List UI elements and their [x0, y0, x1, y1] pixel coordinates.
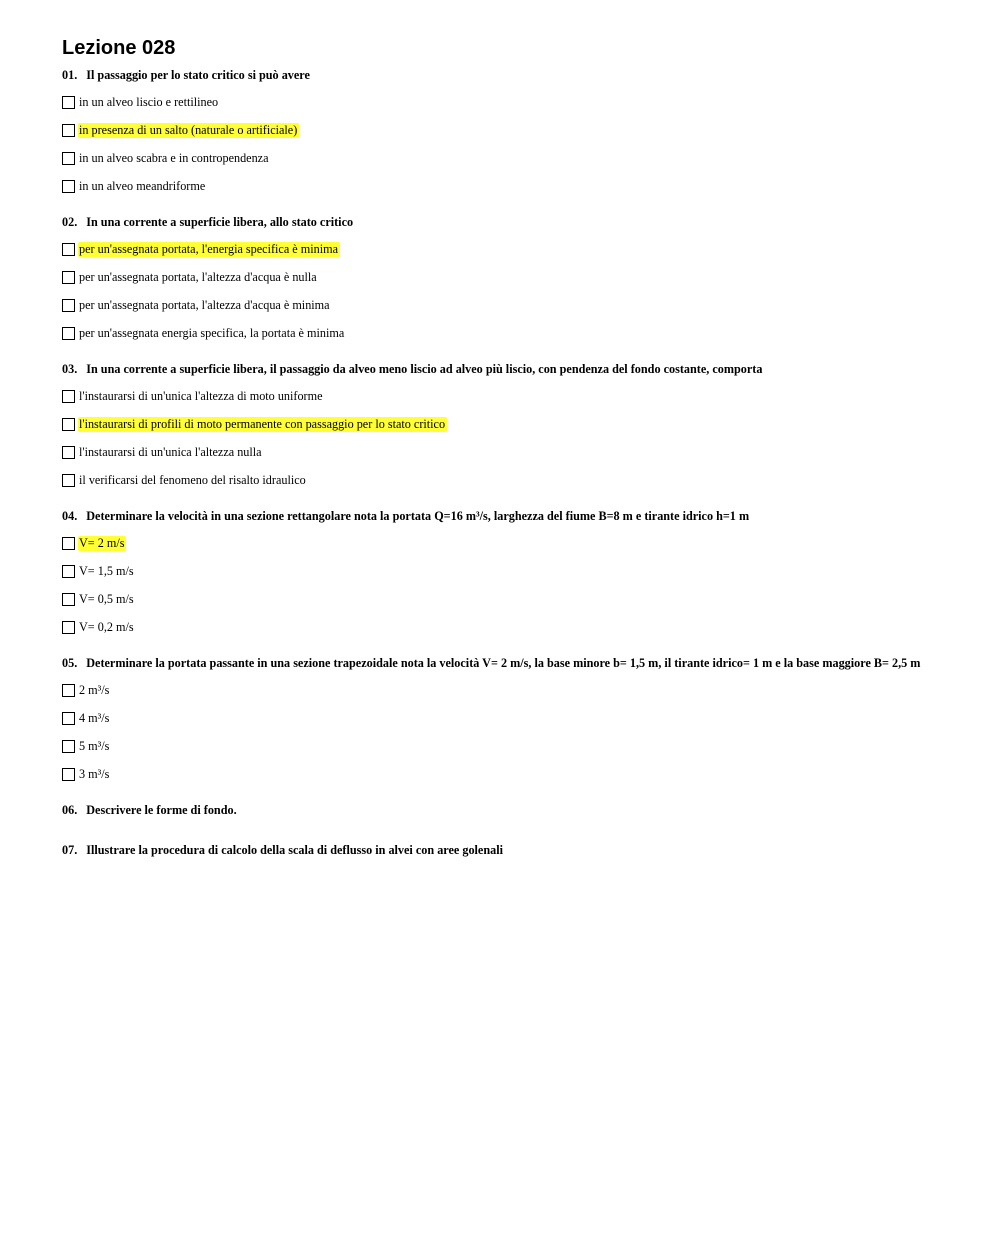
answer-option[interactable]	[62, 177, 937, 195]
question-number: 04.	[62, 509, 78, 523]
question-prompt: In una corrente a superficie libera, il passaggio da alveo meno liscio ad alveo più liscio, con pendenza del fondo costante, comporta	[86, 362, 763, 376]
answer-option[interactable]	[62, 471, 937, 489]
question-prompt: In una corrente a superficie libera, allo stato critico	[86, 215, 354, 229]
answer-text: V= 1,5 m/s	[79, 563, 134, 578]
page-title: Lezione 028	[62, 37, 176, 59]
question-3	[62, 362, 937, 489]
answer-options	[62, 534, 937, 636]
answer-checkbox[interactable]	[62, 446, 75, 459]
answer-options	[62, 93, 937, 195]
answer-checkbox[interactable]	[62, 96, 75, 109]
document-page	[62, 36, 937, 883]
question-7	[62, 843, 937, 858]
question-prompt: Il passaggio per lo stato critico si può avere	[86, 68, 310, 82]
answer-option[interactable]	[62, 681, 937, 699]
answer-text: in un alveo meandriforme	[79, 178, 206, 193]
answer-checkbox[interactable]	[62, 565, 75, 578]
question-list	[62, 68, 937, 858]
question-number: 05.	[62, 656, 78, 670]
answer-text: 3 m³/s	[79, 766, 110, 781]
answer-checkbox[interactable]	[62, 621, 75, 634]
answer-option[interactable]	[62, 268, 937, 286]
answer-checkbox[interactable]	[62, 537, 75, 550]
answer-checkbox[interactable]	[62, 740, 75, 753]
question-1	[62, 68, 937, 195]
question-number: 01.	[62, 68, 78, 82]
answer-option[interactable]	[62, 618, 937, 636]
answer-text-highlighted: V= 2 m/s	[79, 535, 125, 550]
answer-checkbox[interactable]	[62, 684, 75, 697]
answer-text-highlighted: l'instaurarsi di profili di moto permanente con passaggio per lo stato critico	[79, 416, 446, 431]
question-text	[62, 509, 937, 524]
answer-text: per un'assegnata portata, l'altezza d'acqua è nulla	[79, 269, 317, 284]
answer-checkbox[interactable]	[62, 712, 75, 725]
answer-text-highlighted: per un'assegnata portata, l'energia specifica è minima	[79, 241, 338, 256]
answer-option[interactable]	[62, 387, 937, 405]
answer-checkbox[interactable]	[62, 152, 75, 165]
question-text	[62, 803, 937, 818]
answer-option[interactable]	[62, 415, 937, 433]
answer-option[interactable]	[62, 534, 937, 552]
question-5	[62, 656, 937, 783]
question-prompt: Descrivere le forme di fondo.	[86, 803, 237, 817]
answer-checkbox[interactable]	[62, 180, 75, 193]
answer-checkbox[interactable]	[62, 327, 75, 340]
answer-options	[62, 240, 937, 342]
answer-text: l'instaurarsi di un'unica l'altezza di moto uniforme	[79, 388, 323, 403]
answer-text: 5 m³/s	[79, 738, 110, 753]
question-text	[62, 362, 937, 377]
question-6	[62, 803, 937, 818]
answer-text: V= 0,5 m/s	[79, 591, 134, 606]
answer-option[interactable]	[62, 562, 937, 580]
question-number: 07.	[62, 843, 78, 857]
answer-text: V= 0,2 m/s	[79, 619, 134, 634]
answer-checkbox[interactable]	[62, 768, 75, 781]
question-prompt: Illustrare la procedura di calcolo della scala di deflusso in alvei con aree golenali	[86, 843, 503, 857]
answer-text: in un alveo scabra e in contropendenza	[79, 150, 269, 165]
answer-options	[62, 681, 937, 783]
answer-option[interactable]	[62, 590, 937, 608]
answer-option[interactable]	[62, 240, 937, 258]
answer-option[interactable]	[62, 121, 937, 139]
answer-text: il verificarsi del fenomeno del risalto idraulico	[79, 472, 306, 487]
question-text	[62, 843, 937, 858]
answer-option[interactable]	[62, 93, 937, 111]
answer-text: l'instaurarsi di un'unica l'altezza nulla	[79, 444, 262, 459]
question-text	[62, 215, 937, 230]
answer-option[interactable]	[62, 324, 937, 342]
question-number: 06.	[62, 803, 78, 817]
answer-checkbox[interactable]	[62, 271, 75, 284]
question-number: 03.	[62, 362, 78, 376]
answer-text-highlighted: in presenza di un salto (naturale o artificiale)	[79, 122, 298, 137]
answer-checkbox[interactable]	[62, 418, 75, 431]
question-text	[62, 68, 937, 83]
question-4	[62, 509, 937, 636]
answer-text: per un'assegnata energia specifica, la portata è minima	[79, 325, 345, 340]
answer-option[interactable]	[62, 737, 937, 755]
answer-checkbox[interactable]	[62, 124, 75, 137]
answer-option[interactable]	[62, 709, 937, 727]
answer-text: 2 m³/s	[79, 682, 110, 697]
question-text	[62, 656, 937, 671]
answer-text: per un'assegnata portata, l'altezza d'acqua è minima	[79, 297, 330, 312]
answer-text: 4 m³/s	[79, 710, 110, 725]
answer-options	[62, 387, 937, 489]
question-prompt: Determinare la portata passante in una sezione trapezoidale nota la velocità V= 2 m/s, la base minore b= 1,5 m, il tirante idrico= 1 m e la base maggiore B= 2,5 m	[86, 656, 921, 670]
answer-text: in un alveo liscio e rettilineo	[79, 94, 219, 109]
answer-checkbox[interactable]	[62, 390, 75, 403]
question-number: 02.	[62, 215, 78, 229]
answer-checkbox[interactable]	[62, 299, 75, 312]
answer-option[interactable]	[62, 765, 937, 783]
answer-option[interactable]	[62, 296, 937, 314]
answer-checkbox[interactable]	[62, 593, 75, 606]
answer-option[interactable]	[62, 149, 937, 167]
answer-option[interactable]	[62, 443, 937, 461]
answer-checkbox[interactable]	[62, 474, 75, 487]
question-2	[62, 215, 937, 342]
question-prompt: Determinare la velocità in una sezione rettangolare nota la portata Q=16 m³/s, larghezza del fiume B=8 m e tirante idrico h=1 m	[86, 509, 750, 523]
answer-checkbox[interactable]	[62, 243, 75, 256]
